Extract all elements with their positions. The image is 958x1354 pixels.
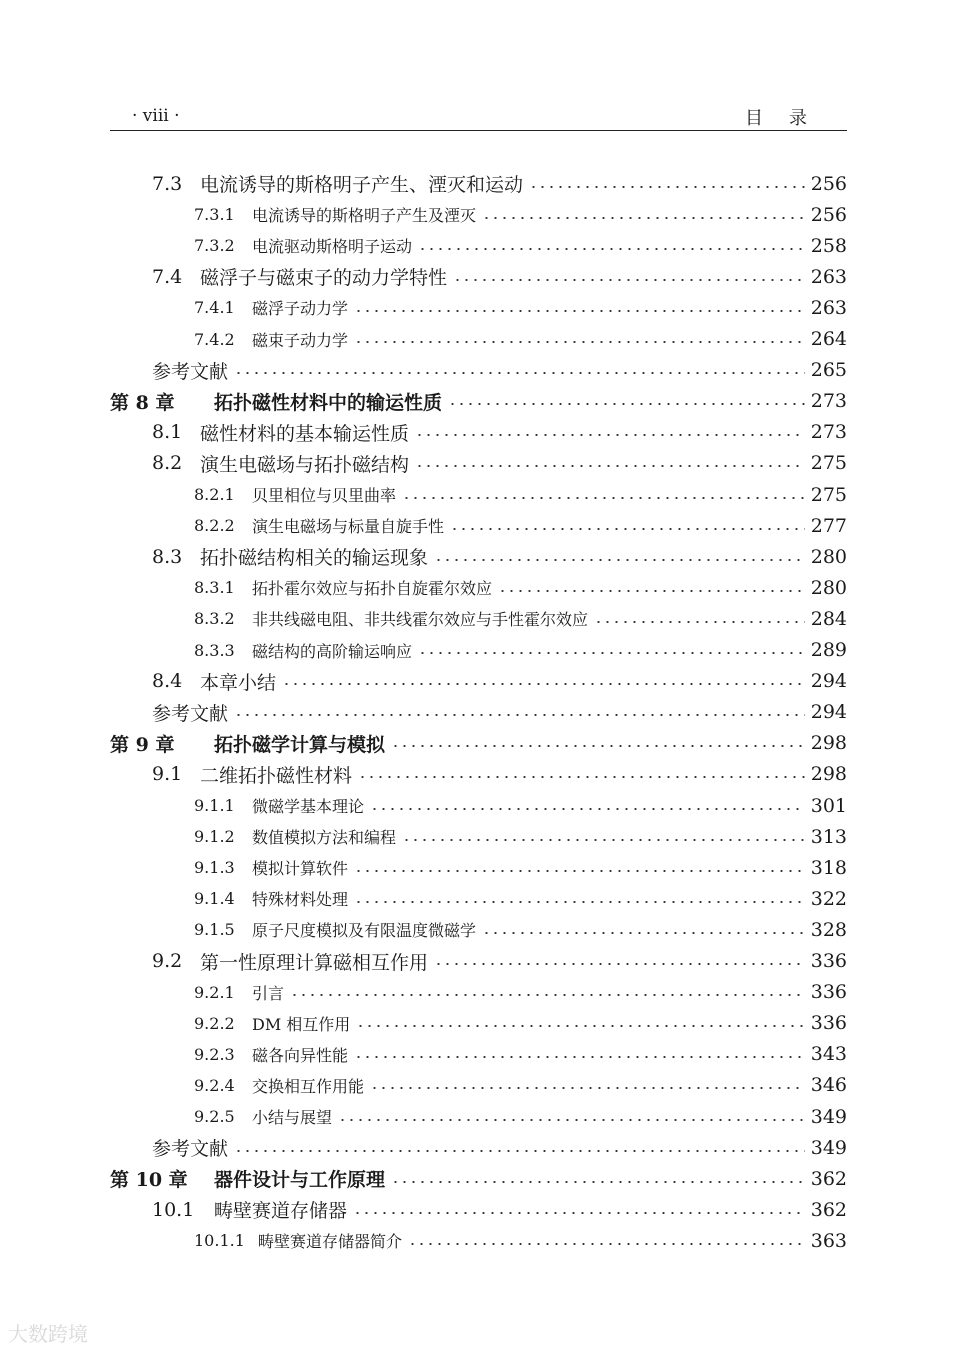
toc-entry-number: 9.1.1 — [194, 796, 235, 815]
toc-entry-number: 第 10 章 — [110, 1169, 188, 1192]
toc-entry-label: 演生电磁场与标量自旋手性 — [252, 517, 445, 537]
toc-entry[interactable] — [194, 1101, 847, 1132]
toc-entry-label: 本章小结 — [200, 671, 277, 694]
toc-entry-label: 参考文献 — [152, 360, 229, 383]
dot-leader — [408, 1243, 805, 1245]
toc-entry-number: 9.2.2 — [194, 1013, 235, 1033]
toc-entry-page: 343 — [810, 1043, 847, 1066]
toc-entry[interactable] — [194, 883, 847, 914]
dot-leader — [415, 465, 805, 467]
toc-entry-page: 256 — [810, 203, 847, 226]
toc-entry-label: 拓扑磁结构相关的输运现象 — [200, 547, 429, 570]
toc-entry-number: 7.3.2 — [194, 236, 235, 256]
dot-leader — [354, 310, 805, 312]
dot-leader — [434, 963, 805, 965]
toc-entry[interactable] — [152, 1194, 847, 1225]
toc-entry-label: 磁浮子与磁束子的动力学特性 — [200, 267, 448, 290]
toc-entry[interactable] — [110, 1163, 847, 1194]
dot-leader — [338, 1119, 805, 1121]
toc-entry-page: 275 — [810, 452, 847, 475]
toc-entry-page: 284 — [810, 607, 847, 630]
dot-leader — [448, 403, 805, 405]
toc-entry-page: 273 — [810, 390, 847, 413]
toc-entry[interactable] — [194, 324, 847, 355]
toc-entry-label: 二维拓扑磁性材料 — [200, 764, 353, 787]
toc-entry-page: 349 — [810, 1136, 847, 1159]
dot-leader — [453, 279, 805, 281]
toc-entry[interactable] — [194, 199, 847, 230]
toc-entry-number: 8.3.3 — [194, 640, 235, 660]
toc-entry-number: 9.1.3 — [194, 858, 235, 878]
toc-entry[interactable] — [152, 541, 847, 572]
dot-leader — [402, 497, 805, 499]
toc-entry-number: 8.2 — [152, 452, 183, 475]
toc-entry-page: 280 — [810, 576, 847, 599]
dot-leader — [356, 1025, 804, 1027]
toc-entry-number: 8.3.2 — [194, 609, 235, 629]
dot-leader — [370, 808, 805, 810]
toc-entry-page: 313 — [810, 825, 847, 848]
toc-entry-number: 9.2.3 — [194, 1044, 235, 1064]
toc-entry-label: 磁结构的高阶输运响应 — [252, 641, 413, 661]
header-title: 目录 — [745, 108, 833, 129]
toc-entry[interactable] — [152, 355, 847, 386]
toc-entry-page: 336 — [810, 950, 847, 972]
dot-leader — [354, 901, 805, 903]
toc-entry-page: 280 — [810, 545, 847, 568]
toc-entry-label: 演生电磁场与拓扑磁结构 — [200, 453, 410, 476]
dot-leader — [482, 217, 805, 219]
running-header — [110, 104, 847, 131]
toc-entry-number: 9.2 — [152, 950, 183, 972]
toc-entry-label: 磁性材料的基本输运性质 — [200, 422, 410, 445]
toc-entry-page: 322 — [810, 887, 847, 910]
toc-entry-label: 磁束子动力学 — [252, 330, 349, 350]
toc-entry-number: 9.2.4 — [194, 1075, 235, 1095]
toc-entry-page: 346 — [810, 1074, 847, 1097]
toc-entry[interactable] — [194, 1039, 847, 1070]
toc-entry[interactable] — [152, 1132, 847, 1163]
toc-entry-label: 原子尺度模拟及有限温度微磁学 — [252, 921, 477, 941]
toc-entry-page: 318 — [810, 856, 847, 879]
dot-leader — [290, 994, 805, 996]
toc-entry-number: 9.1.2 — [194, 827, 235, 847]
toc-entry-number: 8.1 — [152, 421, 183, 444]
toc-entry[interactable] — [110, 386, 847, 417]
dot-leader — [498, 590, 805, 592]
toc-entry[interactable] — [194, 1008, 847, 1039]
toc-entry[interactable] — [194, 635, 847, 666]
toc-entry-number: 8.3 — [152, 545, 183, 568]
toc-entry-number: 8.2.1 — [194, 485, 235, 504]
toc-entry-label: 电流诱导的斯格明子产生、湮灭和运动 — [200, 174, 524, 196]
toc-entry[interactable] — [152, 697, 847, 728]
toc-entry-label: 特殊材料处理 — [252, 890, 349, 910]
toc-entry-page: 336 — [810, 981, 847, 1004]
dot-leader — [354, 341, 805, 343]
dot-leader — [482, 932, 805, 934]
toc-entry-label: 模拟计算软件 — [252, 859, 349, 879]
dot-leader — [354, 1056, 805, 1058]
toc-entry-page: 294 — [810, 670, 847, 693]
dot-leader — [234, 372, 805, 374]
toc-entry-label: 畴壁赛道存储器简介 — [258, 1232, 403, 1252]
dot-leader — [418, 248, 805, 250]
toc-entry[interactable] — [194, 977, 847, 1008]
toc-entry[interactable] — [194, 790, 847, 821]
dot-leader — [353, 1212, 805, 1214]
toc-entry-number: 9.1.5 — [194, 920, 235, 940]
toc-entry-page: 264 — [810, 328, 847, 350]
toc-entry-page: 328 — [810, 918, 847, 941]
toc-entry-number: 8.3.1 — [194, 578, 235, 598]
toc-entry-page: 362 — [810, 1198, 847, 1221]
toc-entry-label: 微磁学基本理论 — [252, 797, 365, 816]
toc-entry[interactable] — [194, 479, 847, 510]
dot-leader — [529, 186, 805, 188]
dot-leader — [391, 745, 805, 747]
dot-leader — [415, 434, 805, 436]
dot-leader — [282, 683, 805, 685]
toc-entry[interactable] — [194, 821, 847, 852]
toc-entry[interactable] — [194, 603, 847, 634]
toc-entry-page: 256 — [810, 172, 847, 195]
toc-entry-label: 畴壁赛道存储器 — [214, 1200, 348, 1223]
toc-entry-number: 10.1 — [152, 1198, 195, 1221]
toc-entry-label: 磁浮子动力学 — [252, 299, 349, 319]
toc-entry-number: 9.2.5 — [194, 1107, 235, 1126]
toc-entry[interactable] — [194, 230, 847, 261]
toc-entry-label: 交换相互作用能 — [252, 1076, 365, 1096]
toc-entry-number: 7.3 — [152, 172, 183, 195]
toc-entry-page: 273 — [810, 421, 847, 444]
toc-entry-page: 258 — [810, 234, 847, 257]
toc-entry[interactable] — [194, 510, 847, 541]
toc-entry-label: 小结与展望 — [252, 1108, 333, 1127]
toc-entry-number: 7.4.2 — [194, 329, 235, 349]
toc-entry-label: 第一性原理计算磁相互作用 — [200, 951, 429, 974]
toc-entry-label: 非共线磁电阻、非共线霍尔效应与手性霍尔效应 — [252, 610, 589, 630]
dot-leader — [370, 1087, 805, 1089]
toc-entry-label: 贝里相位与贝里曲率 — [252, 486, 397, 505]
toc-entry-page: 298 — [810, 763, 847, 786]
toc-entry-page: 265 — [810, 359, 847, 382]
toc-entry-label: 参考文献 — [152, 702, 229, 725]
toc-entry-number: 第 9 章 — [110, 733, 175, 756]
toc-entry[interactable] — [152, 759, 847, 790]
toc-entry-number: 8.4 — [152, 670, 183, 693]
toc-entry-label: 数值模拟方法和编程 — [252, 828, 397, 848]
dot-leader — [391, 1181, 805, 1183]
toc-entry-number: 10.1.1 — [194, 1231, 245, 1251]
toc-entry-number: 9.1.4 — [194, 889, 235, 909]
dot-leader — [402, 839, 805, 841]
toc-entry[interactable] — [194, 1225, 847, 1256]
toc-entry-label: 器件设计与工作原理 — [214, 1169, 386, 1192]
toc-entry[interactable] — [194, 572, 847, 603]
toc-entry-label: 电流诱导的斯格明子产生及湮灭 — [252, 206, 477, 226]
toc-entry[interactable] — [194, 292, 847, 323]
toc-entry-label: 引言 — [252, 983, 285, 1003]
watermark-logo: 大数跨境 — [8, 1322, 88, 1346]
dot-leader — [434, 559, 805, 561]
toc-entry-page: 294 — [810, 701, 847, 724]
dot-leader — [594, 621, 805, 623]
toc-entry-page: 301 — [810, 794, 847, 817]
toc-entry-number: 8.2.2 — [194, 516, 235, 536]
toc-entry-number: 7.3.1 — [194, 205, 235, 225]
toc-entry-page: 363 — [810, 1229, 847, 1252]
toc-entry-page: 263 — [810, 265, 847, 288]
toc-entry-number: 9.2.1 — [194, 982, 235, 1002]
toc-entry-label: 拓扑磁学计算与模拟 — [214, 733, 386, 756]
toc-entry[interactable] — [152, 168, 847, 199]
dot-leader — [450, 528, 805, 530]
dot-leader — [418, 652, 805, 654]
toc-entry-page: 362 — [810, 1167, 847, 1190]
dot-leader — [354, 870, 805, 872]
toc-entry-label: 磁各向异性能 — [252, 1045, 349, 1065]
toc-entry-number: 9.1 — [152, 763, 183, 786]
toc-entry[interactable] — [152, 261, 847, 292]
toc-entry-page: 277 — [810, 514, 847, 537]
toc-entry-label: 拓扑磁性材料中的输运性质 — [214, 391, 443, 414]
dot-leader — [358, 776, 805, 778]
toc-entry-label: 电流驱动斯格明子运动 — [252, 237, 413, 257]
toc-entry[interactable] — [194, 1070, 847, 1101]
toc-entry-label: DM 相互作用 — [252, 1014, 351, 1034]
page-number: · viii · — [132, 106, 180, 126]
toc-entry-page: 263 — [810, 296, 847, 319]
toc-entry-page: 336 — [810, 1012, 847, 1035]
dot-leader — [234, 1150, 805, 1152]
toc-entry-page: 289 — [810, 639, 847, 661]
toc-entry[interactable] — [152, 946, 847, 977]
toc-entry[interactable] — [110, 728, 847, 759]
toc-entry[interactable] — [152, 666, 847, 697]
toc-entry[interactable] — [152, 448, 847, 479]
toc-entry-page: 275 — [810, 483, 847, 506]
toc-entry-label: 参考文献 — [152, 1138, 229, 1161]
toc-entry[interactable] — [194, 852, 847, 883]
toc-entry-page: 298 — [810, 732, 847, 755]
toc-entry-number: 第 8 章 — [110, 391, 175, 414]
dot-leader — [234, 714, 805, 716]
toc-entry-page: 349 — [810, 1105, 847, 1128]
toc-entry-label: 拓扑霍尔效应与拓扑自旋霍尔效应 — [252, 579, 493, 599]
toc-entry-number: 7.4.1 — [194, 298, 235, 318]
toc-entry-number: 7.4 — [152, 265, 183, 288]
toc-entry[interactable] — [194, 914, 847, 945]
toc-entry[interactable] — [152, 417, 847, 448]
